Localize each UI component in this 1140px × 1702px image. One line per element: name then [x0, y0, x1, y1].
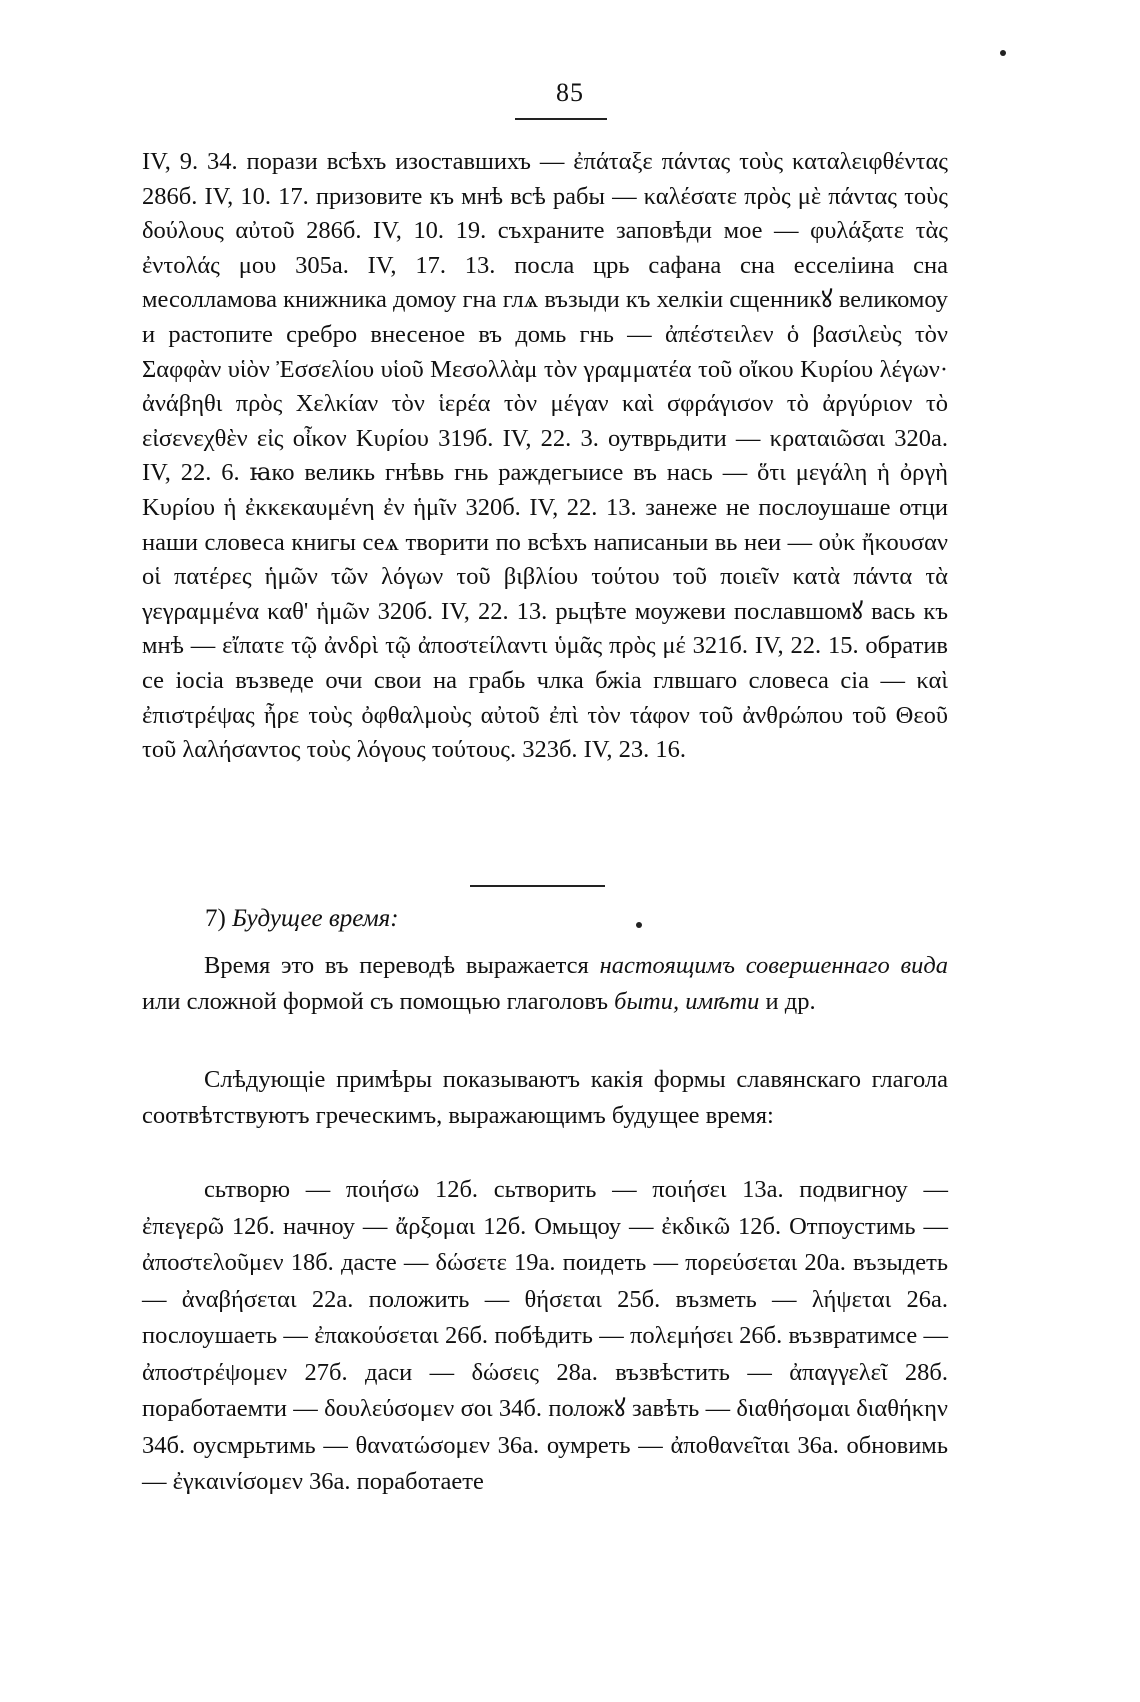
future-tense-examples-paragraph: сьтворю — ποιήσω 12б. сьтворить — ποιήσει 13а. подвигноу — ἐπεγερῶ 12б. начноу — ἄρξομαι 12б. Омьщоу — ἐκδικῶ 12б. Отпоустимь — ἀποστελοῦμεν 18б. дасте — δώσετε 19а. поидеть — πορεύσεται 20а. възыдеть — ἀναβήσεται 22а. положить — θήσεται 25б. възметь — λήψεται 26а. послоушаеть — ἐπακούσεται 26б. побѣдить — πολεμήσει 26б. възвратимсе — ἀποστρέψομεν 27б. даси — δώσεις 28а. възвѣстить — ἀπαγγελεῖ 28б. поработаемти — δουλεύσομεν σοι 34б. положꙋ завѣть — διαθήσομαι διαθήκην 34б. оусмрьтимь — θανατώσομεν 36а. оумреть — ἀποθανεῖται 36а. обновимь — ἐγκαινίσομεν 36а. поработаете	[142, 1176, 948, 1495]
margin-dot	[636, 922, 642, 928]
explanation-text: Время это въ переводѣ выражается	[204, 952, 600, 979]
future-tense-explanation-paragraph	[142, 948, 948, 1020]
section-number: 7)	[205, 905, 226, 932]
explanation-italic-term: быти, имѣти	[614, 988, 760, 1015]
margin-dot	[1000, 50, 1006, 56]
section-heading	[205, 905, 399, 933]
page-number: 85	[556, 78, 584, 107]
page-number-rule	[515, 118, 607, 120]
examples-intro-paragraph: Слѣдующіе примѣры показываютъ какія формы славянскаго глагола соотвѣтствуютъ греческимъ, выражающимъ будущее время:	[142, 1066, 948, 1129]
section-title: Будущее время:	[232, 905, 399, 932]
explanation-text: и др.	[759, 988, 816, 1015]
explanation-italic-term: настоящимъ совершеннаго вида	[599, 952, 948, 979]
section-divider-rule	[470, 885, 605, 887]
church-slavonic-examples-paragraph: IV, 9. 34. порази всѣхъ изоставшихъ — ἐπάταξε πάντας τοὺς καταλειφθέντας 286б. IV, 10. 17. призовите къ мнѣ всѣ рабы — καλέσατε πρὸς μὲ πάντας τοὺς δούλους αὐτοῦ 286б. IV, 10. 19. съхраните заповѣди мое — φυλάξατε τὰς ἐντολάς μου 305а. IV, 17. 13. посла црь сафана сна есселіина сна месолламова книжника домоу гна глѧ възыди къ хелкіи сщенникꙋ великомоу и растопите сребро внесеное въ домь гнь — ἀπέστειλεν ὁ βασιλεὺς τὸν Σαφφὰν υἱὸν Ἐσσελίου υἱοῦ Μεσολλὰμ τὸν γραμματέα τοῦ οἴκου Κυρίου λέγων· ἀνάβηθι πρὸς Χελκίαν τὸν ἱερέα τὸν μέγαν καὶ σφράγισον τὸ ἀργύριον τὸ εἰσενεχθὲν εἰς οἶκον Κυρίου 319б. IV, 22. 3. оутврьдити — κραταιῶσαι 320а. IV, 22. 6. ꙗко великь гнѣвь гнь раждегыисе въ нась — ὅτι μεγάλη ἡ ὀργὴ Κυρίου ἡ ἐκκεκαυμένη ἐν ἡμῖν 320б. IV, 22. 13. занеже не послоушаше отци наши словеса книгы сеѧ творити по всѣхъ написаныи вь неи — οὐκ ἤκουσαν οἱ πατέρες ἡμῶν τῶν λόγων τοῦ βιβλίου τούτου τοῦ ποιεῖν κατὰ πάντα τὰ γεγραμμένα καθ' ἡμῶν 320б. IV, 22. 13. рьцѣте моужеви пославшомꙋ вась къ мнѣ — εἴπατε τῷ ἀνδρὶ τῷ ἀποστείλαντι ὑμᾶς πρὸς μέ 321б. IV, 22. 15. обратив се іосіа възведе очи свои на грабь члка бжіа глвшаго словеса сіа — καὶ ἐπιστρέψας ἦρε τοὺς ὀφθαλμοὺς αὐτοῦ ἐπὶ τὸν τάφον τοῦ ἀνθρώπου τοῦ Θεοῦ τοῦ λαλήσαντος τοὺς λόγους τούτους. 323б. IV, 23. 16.	[142, 148, 948, 764]
explanation-text: или сложной формой съ помощью глаголовъ	[142, 988, 615, 1015]
